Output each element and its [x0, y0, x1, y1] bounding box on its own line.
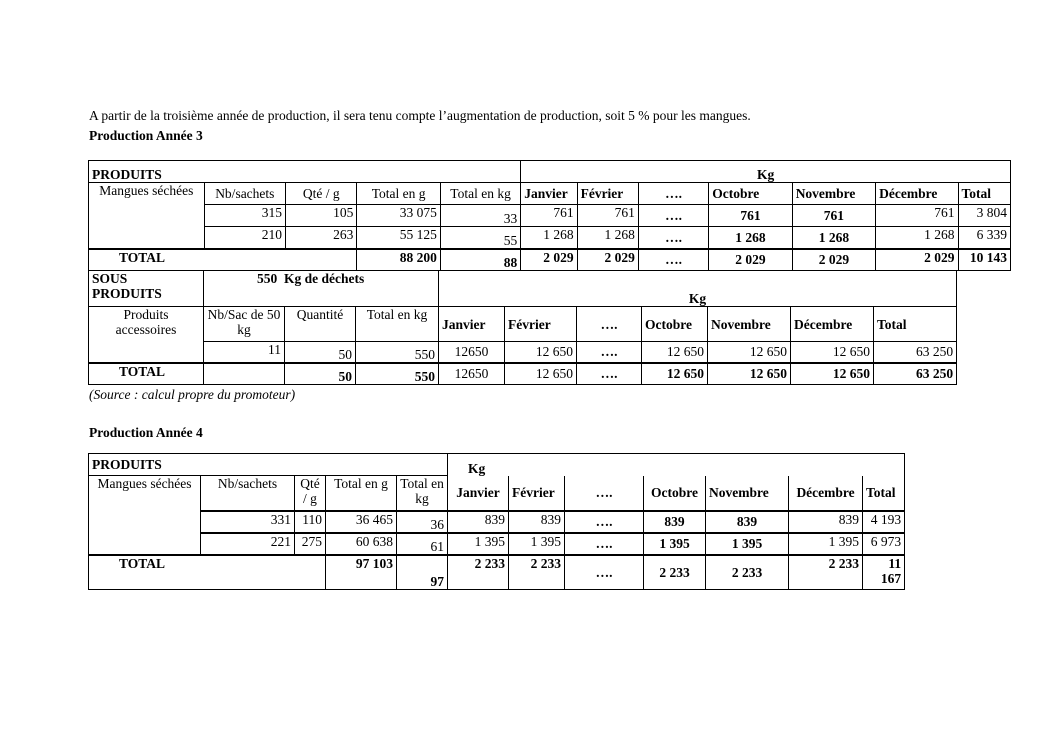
- year3-table: [88, 160, 1011, 271]
- kg-header: Kg: [439, 271, 957, 307]
- month-header: ….: [565, 476, 644, 511]
- cell: 1 268: [709, 227, 792, 249]
- cell: ….: [638, 227, 708, 249]
- cell: 11: [204, 342, 285, 363]
- month-header: Janvier: [448, 476, 509, 511]
- intro-text: A partir de la troisième année de production, il sera tenu compte l’augmentation de production, soit 5 % pour les mangues.: [89, 108, 751, 123]
- total-cell: 2 029: [876, 249, 958, 271]
- waste-quantity: 550: [257, 271, 278, 286]
- cell: ….: [565, 511, 644, 533]
- cell: 1 268: [792, 227, 875, 249]
- total-cell: 2 233: [448, 555, 509, 590]
- col-header: Total en g: [357, 183, 440, 205]
- products-header: PRODUITS: [89, 454, 448, 476]
- total-cell: 550: [356, 363, 439, 385]
- total-label: TOTAL: [89, 555, 326, 590]
- col-header: Qté / g: [286, 183, 357, 205]
- cell: 105: [286, 205, 357, 227]
- col-header: Nb/sachets: [201, 476, 295, 511]
- col-header: Total en g: [326, 476, 397, 511]
- cell: ….: [577, 342, 642, 363]
- total-cell: ….: [565, 555, 644, 590]
- cell: 55 125: [357, 227, 440, 249]
- cell: 50: [285, 342, 356, 363]
- cell: 12 650: [708, 342, 791, 363]
- cell: 1 268: [876, 227, 958, 249]
- total-cell: 97 103: [326, 555, 397, 590]
- total-label: TOTAL: [89, 363, 204, 385]
- month-header: Novembre: [708, 307, 791, 342]
- empty-cell: [204, 363, 285, 385]
- cell: 210: [204, 227, 285, 249]
- total-cell: 2 029: [521, 249, 577, 271]
- cell: 1 268: [577, 227, 638, 249]
- total-cell: 2 233: [509, 555, 565, 590]
- total-cell: 2 233: [644, 555, 706, 590]
- cell: 761: [577, 205, 638, 227]
- month-header: Février: [509, 476, 565, 511]
- month-header: Décembre: [876, 183, 958, 205]
- source-note: (Source : calcul propre du promoteur): [89, 387, 296, 402]
- cell: 839: [644, 511, 706, 533]
- cell: 36: [397, 511, 448, 533]
- month-header: Octobre: [642, 307, 708, 342]
- total-cell: ….: [638, 249, 708, 271]
- cell: 12650: [439, 342, 505, 363]
- month-header: ….: [577, 307, 642, 342]
- month-header: Novembre: [792, 183, 875, 205]
- month-header: Total: [874, 307, 957, 342]
- cell: 1 395: [509, 533, 565, 555]
- year3-title: Production Année 3: [89, 128, 203, 143]
- total-cell: 88: [440, 249, 520, 271]
- total-label: TOTAL: [89, 249, 357, 271]
- year4-table: [88, 453, 905, 590]
- cell: 55: [440, 227, 520, 249]
- total-cell: 2 029: [709, 249, 792, 271]
- cell: 221: [201, 533, 295, 555]
- cell: 839: [509, 511, 565, 533]
- month-header: Octobre: [709, 183, 792, 205]
- total-cell: 11 167: [863, 555, 905, 590]
- total-cell: 2 029: [792, 249, 875, 271]
- month-header: Décembre: [791, 307, 874, 342]
- cell: 1 268: [521, 227, 577, 249]
- cell: 761: [521, 205, 577, 227]
- kg-header: Kg: [448, 454, 905, 476]
- total-cell: 10 143: [958, 249, 1010, 271]
- cell: 12 650: [642, 342, 708, 363]
- month-header: Décembre: [789, 476, 863, 511]
- total-cell: 2 233: [789, 555, 863, 590]
- total-cell: 12 650: [642, 363, 708, 385]
- cell: 1 395: [644, 533, 706, 555]
- month-header: Février: [577, 183, 638, 205]
- col-header: Quantité: [285, 307, 356, 342]
- cell: 839: [789, 511, 863, 533]
- col-header: Qté / g: [295, 476, 326, 511]
- year4-title: Production Année 4: [89, 425, 203, 440]
- col-header: Total en kg: [440, 183, 520, 205]
- products-header: PRODUITS: [89, 161, 521, 183]
- col-header: Total en kg: [397, 476, 448, 511]
- cell: 61: [397, 533, 448, 555]
- cell: 1 395: [789, 533, 863, 555]
- month-header: Janvier: [439, 307, 505, 342]
- month-header: Total: [863, 476, 905, 511]
- col-header: Nb/sachets: [204, 183, 285, 205]
- product-label: Mangues séchées: [89, 183, 205, 249]
- cell: 12 650: [791, 342, 874, 363]
- month-header: Total: [958, 183, 1010, 205]
- cell: ….: [638, 205, 708, 227]
- cell: 1 395: [706, 533, 789, 555]
- kg-header: Kg: [521, 161, 1011, 183]
- cell: 331: [201, 511, 295, 533]
- total-cell: 97: [397, 555, 448, 590]
- total-cell: 12 650: [708, 363, 791, 385]
- month-header: Février: [505, 307, 577, 342]
- cell: 1 395: [448, 533, 509, 555]
- total-cell: 50: [285, 363, 356, 385]
- cell: 761: [792, 205, 875, 227]
- total-cell: 88 200: [357, 249, 440, 271]
- month-header: Novembre: [706, 476, 789, 511]
- cell: 839: [706, 511, 789, 533]
- cell: 60 638: [326, 533, 397, 555]
- month-header: Octobre: [644, 476, 706, 511]
- total-cell: ….: [577, 363, 642, 385]
- total-cell: 2 029: [577, 249, 638, 271]
- waste-label: Kg de déchets: [284, 271, 365, 286]
- col-header: Nb/Sac de 50 kg: [204, 307, 285, 342]
- cell: 275: [295, 533, 326, 555]
- cell: 6 973: [863, 533, 905, 555]
- total-cell: 12650: [439, 363, 505, 385]
- col-header: Total en kg: [356, 307, 439, 342]
- cell: 36 465: [326, 511, 397, 533]
- total-cell: 63 250: [874, 363, 957, 385]
- cell: 761: [876, 205, 958, 227]
- subproducts-header: SOUS PRODUITS: [89, 271, 204, 307]
- cell: 33 075: [357, 205, 440, 227]
- cell: 839: [448, 511, 509, 533]
- month-header: ….: [638, 183, 708, 205]
- cell: 33: [440, 205, 520, 227]
- cell: 550: [356, 342, 439, 363]
- total-cell: 12 650: [791, 363, 874, 385]
- cell: 3 804: [958, 205, 1010, 227]
- cell: 263: [286, 227, 357, 249]
- total-cell: 2 233: [706, 555, 789, 590]
- year3-subproducts-table: [88, 270, 957, 385]
- month-header: Janvier: [521, 183, 577, 205]
- cell: 315: [204, 205, 285, 227]
- total-cell: 12 650: [505, 363, 577, 385]
- cell: 110: [295, 511, 326, 533]
- cell: 63 250: [874, 342, 957, 363]
- cell: 6 339: [958, 227, 1010, 249]
- product-label: Mangues séchées: [89, 476, 201, 555]
- cell: 761: [709, 205, 792, 227]
- subproduct-label: Produits accessoires: [89, 307, 204, 363]
- cell: 12 650: [505, 342, 577, 363]
- cell: 4 193: [863, 511, 905, 533]
- cell: ….: [565, 533, 644, 555]
